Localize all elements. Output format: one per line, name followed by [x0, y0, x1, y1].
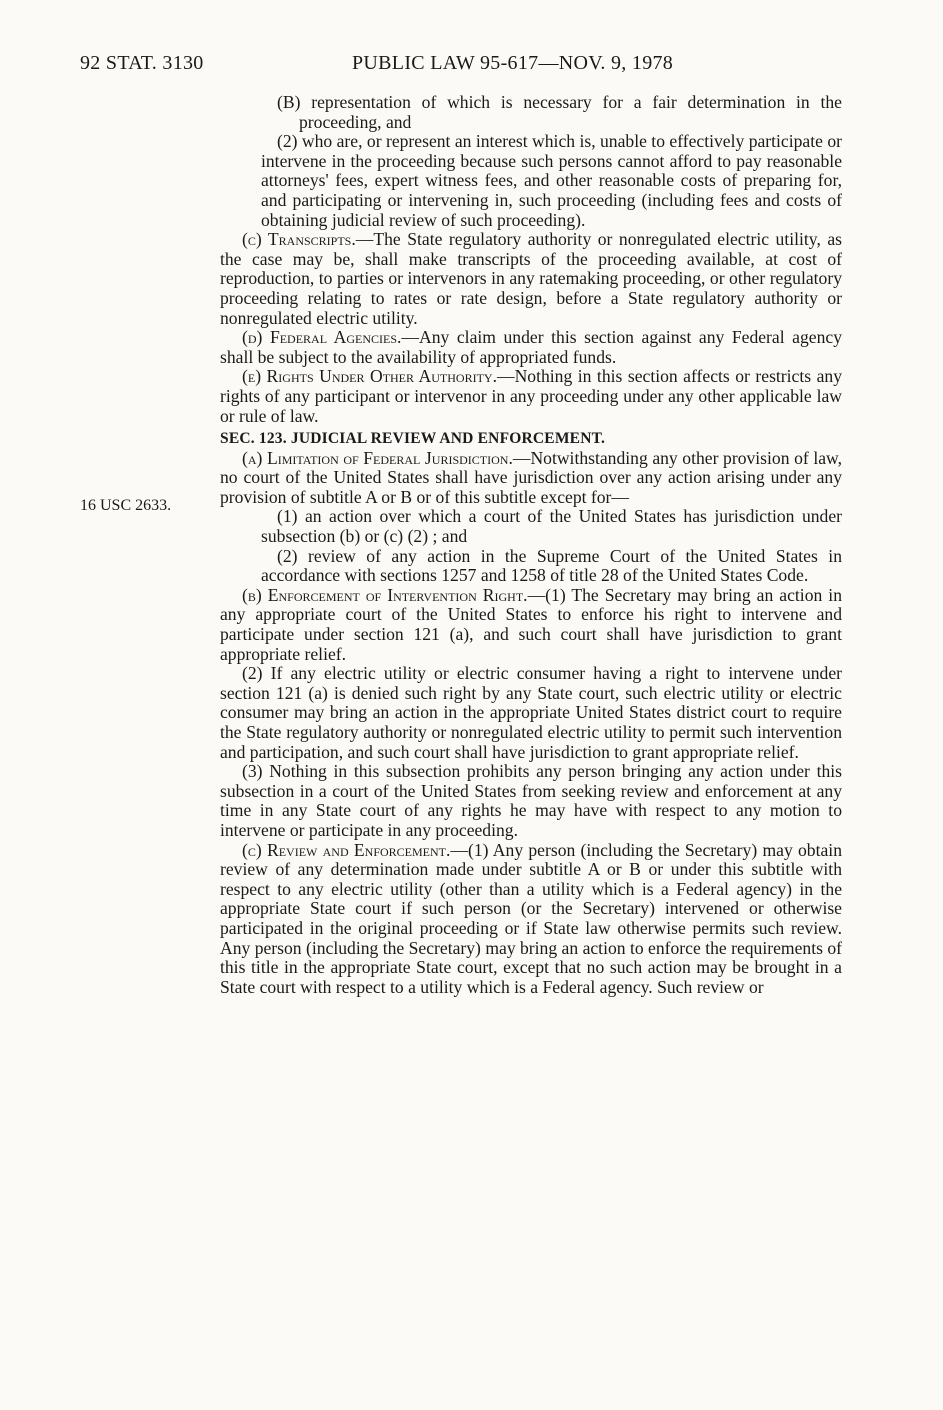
stat-citation: 92 STAT. 3130	[80, 52, 204, 74]
subsection-text: —Nothing in this section affects or restricts any rights of any participant or intervenor in any proceeding under any other applicable law or rule of law.	[220, 366, 842, 426]
paragraph-a-2: (2) review of any action in the Supreme Court of the United States in accordance with sections 1257 and 1258 of title 28 of the United States Code.	[261, 545, 842, 586]
paragraph-a-1: (1) an action over which a court of the United States has jurisdiction under subsection (b) or (c) (2) ; and	[261, 506, 842, 547]
subsection-text: —The State regulatory authority or nonregulated electric utility, as the case may be, shall make transcripts of the proceeding available, at cost of reproduction, to parties or intervenors in any ratemaking proceeding, or other regulatory proceeding relating to rates or rate design, before a State regulatory authority or nonregulated electric utility.	[220, 229, 843, 328]
subsection-c-review	[220, 841, 842, 998]
paragraph-b-2: (2) If any electric utility or electric consumer having a right to intervene under section 121 (a) is denied such right by any State court, such electric utility or electric consumer may bring an action in the appropriate United States district court to require the State regulatory authority or nonregulated electric utility to permit such intervention and participation, and such court shall have jurisdiction to grant appropriate relief.	[220, 663, 842, 762]
subsection-heading: (d) Federal Agencies.	[242, 327, 402, 348]
subsection-heading: (a) Limitation of Federal Jurisdiction.	[242, 447, 513, 468]
paragraph-2-2: (2) who are, or represent an interest which is, unable to effectively participate or intervene in the proceeding because such persons cannot afford to pay reasonable attorneys' fees, expert witness fees, and other reasonable costs of preparing for, and participating or intervening in, such proceeding (including fees and costs of obtaining judicial review of such proceeding).	[261, 131, 842, 230]
subsection-a-limitation	[220, 449, 842, 508]
subsection-text: —(1) The Secretary may bring an action in any appropriate court of the United States to enforce his right to intervene and participate under section 121 (a), and such court shall have jurisdiction to grant appropriate relief.	[220, 584, 842, 664]
paragraph-b-3: (3) Nothing in this subsection prohibits any person bringing any action under this subsection in a court of the United States from seeking review and enforcement at any time in any State court of any rights he may have with respect to any motion to intervene or participate in any proceeding.	[220, 761, 842, 840]
section-heading: SEC. 123. JUDICIAL REVIEW AND ENFORCEMENT.	[220, 430, 606, 448]
page-title: PUBLIC LAW 95-617—NOV. 9, 1978	[352, 52, 674, 74]
subsection-c-transcripts	[220, 230, 842, 328]
subsection-d-federal-agencies	[220, 328, 842, 367]
document-body	[220, 93, 842, 997]
subsection-heading: (c) Transcripts.	[242, 229, 356, 250]
subsection-heading: (e) Rights Under Other Authority.	[242, 366, 497, 387]
subsection-heading: (c) Review and Enforcement.	[242, 839, 451, 860]
marginal-note: 16 USC 2633.	[80, 497, 172, 514]
paragraph-2b: (B) representation of which is necessary for a fair determination in the proceeding, and	[277, 92, 842, 132]
subsection-text: —(1) Any person (including the Secretary) may obtain review of any determination made under subtitle A or B or under this subtitle with respect to any electric utility (other than a utility which is a Federal agency) in the appropriate State court if such person (or the Secretary) intervened or otherwise participated in the original proceeding or if State law otherwise permits such review. Any person (including the Secretary) may bring an action to enforce the requirements of this title in the appropriate State court, except that no such action may be brought in a State court with respect to a utility which is a Federal agency. Such review or	[220, 839, 842, 997]
subsection-text: —Any claim under this section against any Federal agency shall be subject to the availability of appropriated funds.	[220, 327, 842, 367]
subsection-text: —Notwithstanding any other provision of law, no court of the United States shall have jurisdiction over any action arising under any provision of subtitle A or B or of this subtitle except for—	[220, 447, 842, 507]
subsection-e-rights	[220, 367, 842, 426]
subsection-heading: (b) Enforcement of Intervention Right.	[242, 584, 528, 605]
subsection-b-enforcement	[220, 586, 842, 664]
